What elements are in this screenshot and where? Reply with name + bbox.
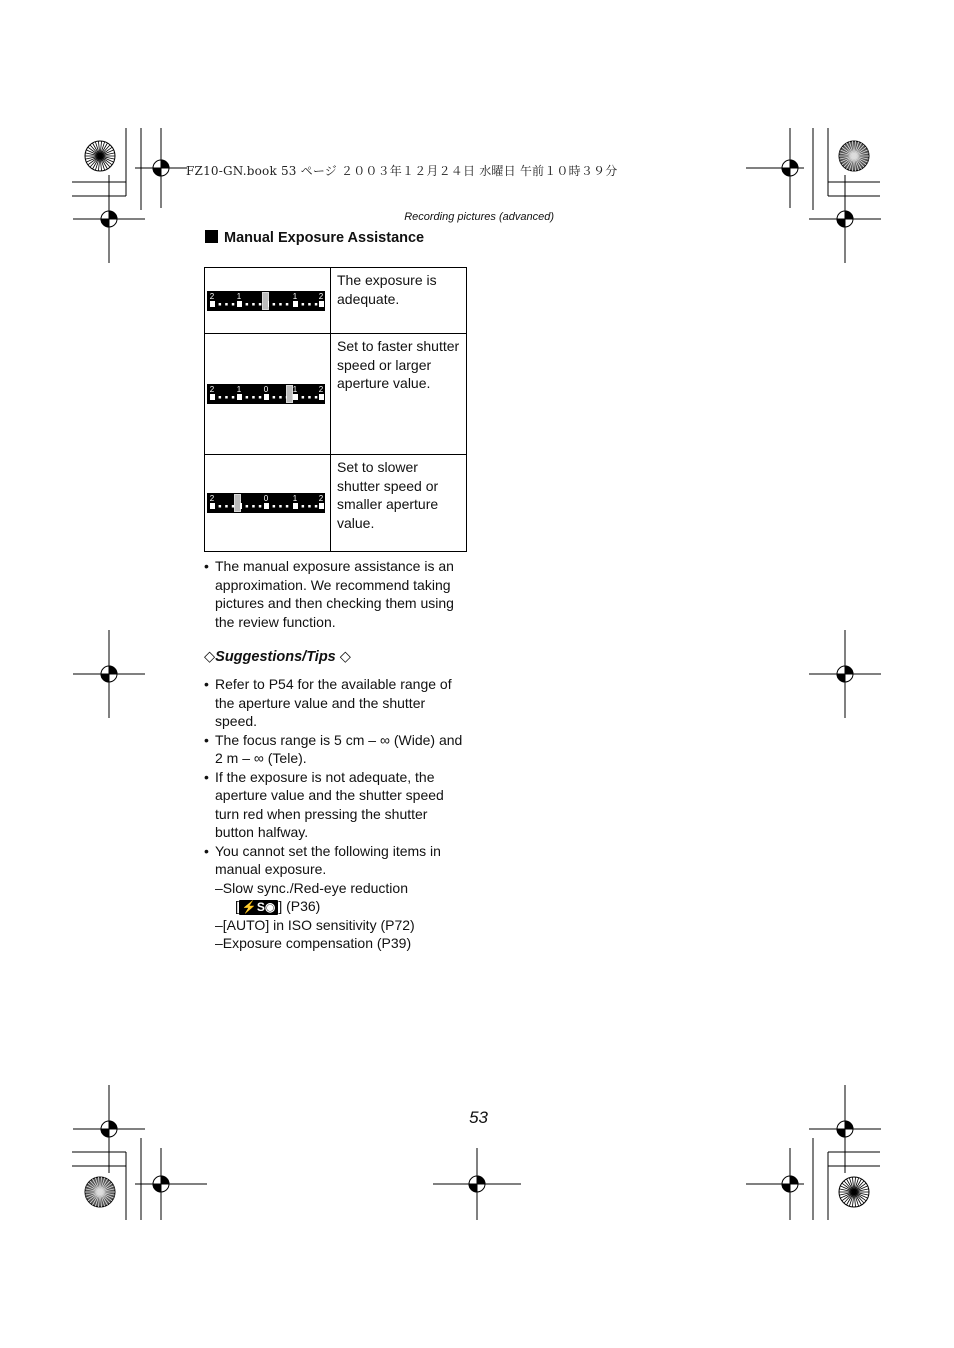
row-text: Set to faster shutter speed or larger aperture value. (331, 334, 467, 455)
tips-heading (204, 649, 351, 665)
tips-list (204, 675, 469, 953)
sub-item-exposure-comp: –Exposure compensation (P39) (215, 935, 412, 951)
svg-text:2: 2 (318, 291, 324, 301)
diamond-icon: ◇ (204, 649, 216, 665)
indicator-adequate (205, 268, 331, 334)
list-item: • Refer to P54 for the available range of the aperture value and the shutter speed. (204, 676, 452, 729)
running-header: Recording pictures (advanced) (404, 211, 554, 223)
note-list (204, 557, 469, 631)
svg-text:0: 0 (263, 385, 269, 394)
exposure-meter-under-icon (207, 493, 327, 513)
exposure-meter-adequate-icon (207, 291, 327, 311)
svg-text:2: 2 (209, 494, 215, 503)
section-title-text: Manual Exposure Assistance (224, 230, 425, 246)
list-item: • If the exposure is not adequate, the aperture value and the shutter speed turn red when pressing the shutter button halfway. (204, 768, 444, 840)
svg-text:1: 1 (236, 385, 242, 394)
svg-text:1: 1 (292, 385, 298, 394)
table-row (205, 334, 467, 455)
tips-title: Suggestions/Tips (215, 649, 336, 665)
list-item: • The focus range is 5 cm – ∞ (Wide) and 2 m – ∞ (Tele). (204, 731, 463, 766)
exposure-meter-over-icon (207, 384, 327, 404)
table-row (205, 455, 467, 552)
list-item: • The manual exposure assistance is an approximation. We recommend taking pictures and then checking them using the review function. (204, 558, 454, 630)
list-item: • You cannot set the following items in manual exposure. –Slow sync./Red-eye reduction [ ⚡S◉ ] (P36) –[AUTO] in ISO sensitivity (P72) –Exposure compensation (P39) (204, 842, 469, 953)
section-title (205, 230, 424, 246)
row-text: The exposure is adequate. (331, 268, 467, 334)
row-text: Set to slower shutter speed or smaller aperture value. (331, 455, 467, 552)
indicator-under (205, 455, 331, 552)
sub-item-slow-sync: –Slow sync./Red-eye reduction [ ⚡S◉ ] (P36) (215, 879, 408, 914)
exposure-assist-table (204, 267, 467, 552)
svg-text:2: 2 (318, 494, 324, 503)
table-row (205, 268, 467, 334)
svg-text:1: 1 (292, 291, 298, 301)
sub-item-iso: –[AUTO] in ISO sensitivity (P72) (215, 916, 415, 933)
indicator-over (205, 334, 331, 455)
svg-text:1: 1 (236, 291, 242, 301)
diamond-icon: ◇ (339, 649, 351, 665)
svg-text:2: 2 (318, 385, 324, 394)
page-number: 53 (469, 1108, 488, 1127)
square-bullet-icon (205, 230, 218, 243)
print-info: FZ10-GN.book 53 ページ ２００３年１２月２４日 水曜日 午前１０時３９分 (186, 164, 618, 178)
svg-text:2: 2 (209, 291, 215, 301)
svg-text:1: 1 (292, 494, 298, 503)
svg-text:2: 2 (209, 385, 215, 394)
flash-slow-sync-red-eye-icon: ⚡S◉ (239, 900, 278, 915)
svg-text:0: 0 (263, 494, 269, 503)
